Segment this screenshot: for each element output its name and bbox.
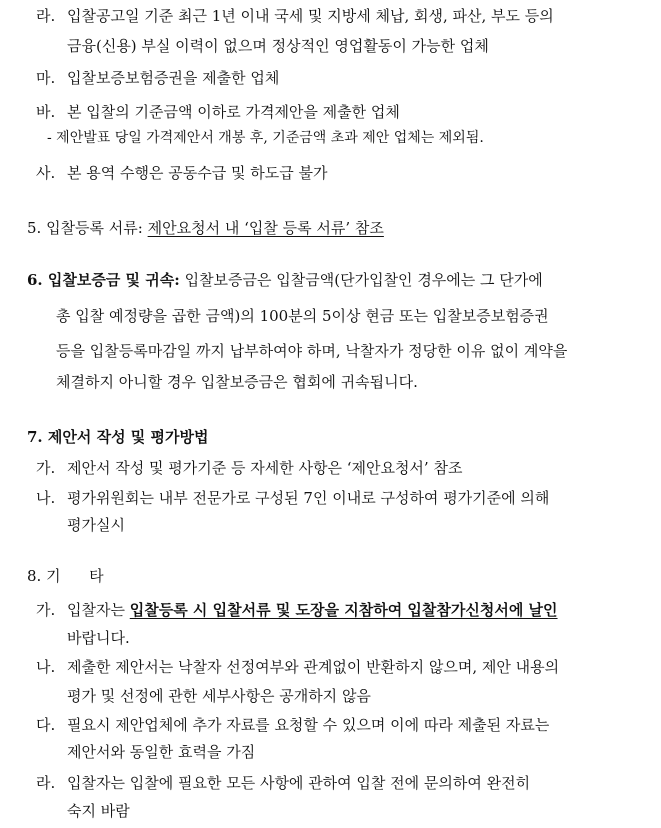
section-8-heading: 8. 기 타 bbox=[27, 567, 104, 585]
item-ma-text: 입찰보증보험증권을 제출한 업체 bbox=[67, 69, 280, 87]
section-8-ga-marker: 가. bbox=[36, 601, 56, 619]
section-8-ga-line1: 입찰자는 입찰등록 시 입찰서류 및 도장을 지참하여 입찰참가신청서에 날인 bbox=[67, 601, 558, 619]
item-ba-marker: 바. bbox=[36, 103, 56, 121]
section-8-da-line2: 제안서와 동일한 효력을 가짐 bbox=[67, 743, 256, 761]
section-7-na-marker: 나. bbox=[36, 489, 56, 507]
section-8-ga-emphasis: 입찰등록 시 입찰서류 및 도장을 지참하여 입찰참가신청서에 날인 bbox=[129, 601, 558, 619]
item-ba-note: - 제안발표 당일 가격제안서 개봉 후, 기준금액 초과 제안 업체는 제외됨. bbox=[47, 130, 484, 146]
section-5-reference: 제안요청서 내 ‘입찰 등록 서류’ 참조 bbox=[147, 219, 384, 237]
section-5-heading: 5. 입찰등록 서류: 제안요청서 내 ‘입찰 등록 서류’ 참조 bbox=[27, 219, 384, 237]
section-6-line2: 총 입찰 예정량을 곱한 금액)의 100분의 5이상 현금 또는 입찰보증보험증권 bbox=[56, 307, 549, 325]
section-8-na-line2: 평가 및 선정에 관한 세부사항은 공개하지 않음 bbox=[67, 687, 371, 705]
section-8-na-line1: 제출한 제안서는 낙찰자 선정여부와 관계없이 반환하지 않으며, 제안 내용의 bbox=[67, 658, 560, 676]
item-ra-line2: 금융(신용) 부실 이력이 없으며 정상적인 영업활동이 가능한 업체 bbox=[67, 37, 489, 55]
section-8-na-marker: 나. bbox=[36, 658, 56, 676]
section-8-ra-line1: 입찰자는 입찰에 필요한 모든 사항에 관하여 입찰 전에 문의하여 완전히 bbox=[67, 774, 531, 792]
item-sa-text: 본 용역 수행은 공동수급 및 하도급 불가 bbox=[67, 164, 328, 182]
section-6-line3: 등을 입찰등록마감일 까지 납부하여야 하며, 낙찰자가 정당한 이유 없이 계약을 bbox=[56, 342, 568, 360]
section-8-da-marker: 다. bbox=[36, 716, 56, 734]
item-ba-text: 본 입찰의 기준금액 이하로 가격제안을 제출한 업체 bbox=[67, 103, 400, 121]
section-7-na-line2: 평가실시 bbox=[67, 516, 125, 534]
item-sa-marker: 사. bbox=[36, 164, 56, 182]
section-8-da-line1: 필요시 제안업체에 추가 자료를 요청할 수 있으며 이에 따라 제출된 자료는 bbox=[67, 716, 550, 734]
section-6-line1: 6. 입찰보증금 및 귀속: 입찰보증금은 입찰금액(단가입찰인 경우에는 그 단가에 bbox=[27, 271, 543, 289]
item-ra-marker: 라. bbox=[36, 7, 56, 25]
section-7-na-line1: 평가위원회는 내부 전문가로 구성된 7인 이내로 구성하여 평가기준에 의해 bbox=[67, 489, 550, 507]
section-6-line4: 체결하지 아니할 경우 입찰보증금은 협회에 귀속됩니다. bbox=[56, 373, 418, 391]
item-ra-line1: 입찰공고일 기준 최근 1년 이내 국세 및 지방세 체납, 회생, 파산, 부도 등의 bbox=[67, 7, 554, 25]
section-8-ra-line2: 숙지 바람 bbox=[67, 802, 130, 820]
section-8-ga-line2: 바랍니다. bbox=[67, 629, 130, 647]
item-ma-marker: 마. bbox=[36, 69, 56, 87]
section-7-heading: 7. 제안서 작성 및 평가방법 bbox=[27, 428, 209, 446]
section-6-heading: 6. 입찰보증금 및 귀속: bbox=[27, 271, 180, 289]
section-7-ga-text: 제안서 작성 및 평가기준 등 자세한 사항은 ‘제안요청서’ 참조 bbox=[67, 459, 463, 477]
section-8-ra-marker: 라. bbox=[36, 774, 56, 792]
section-7-ga-marker: 가. bbox=[36, 459, 56, 477]
